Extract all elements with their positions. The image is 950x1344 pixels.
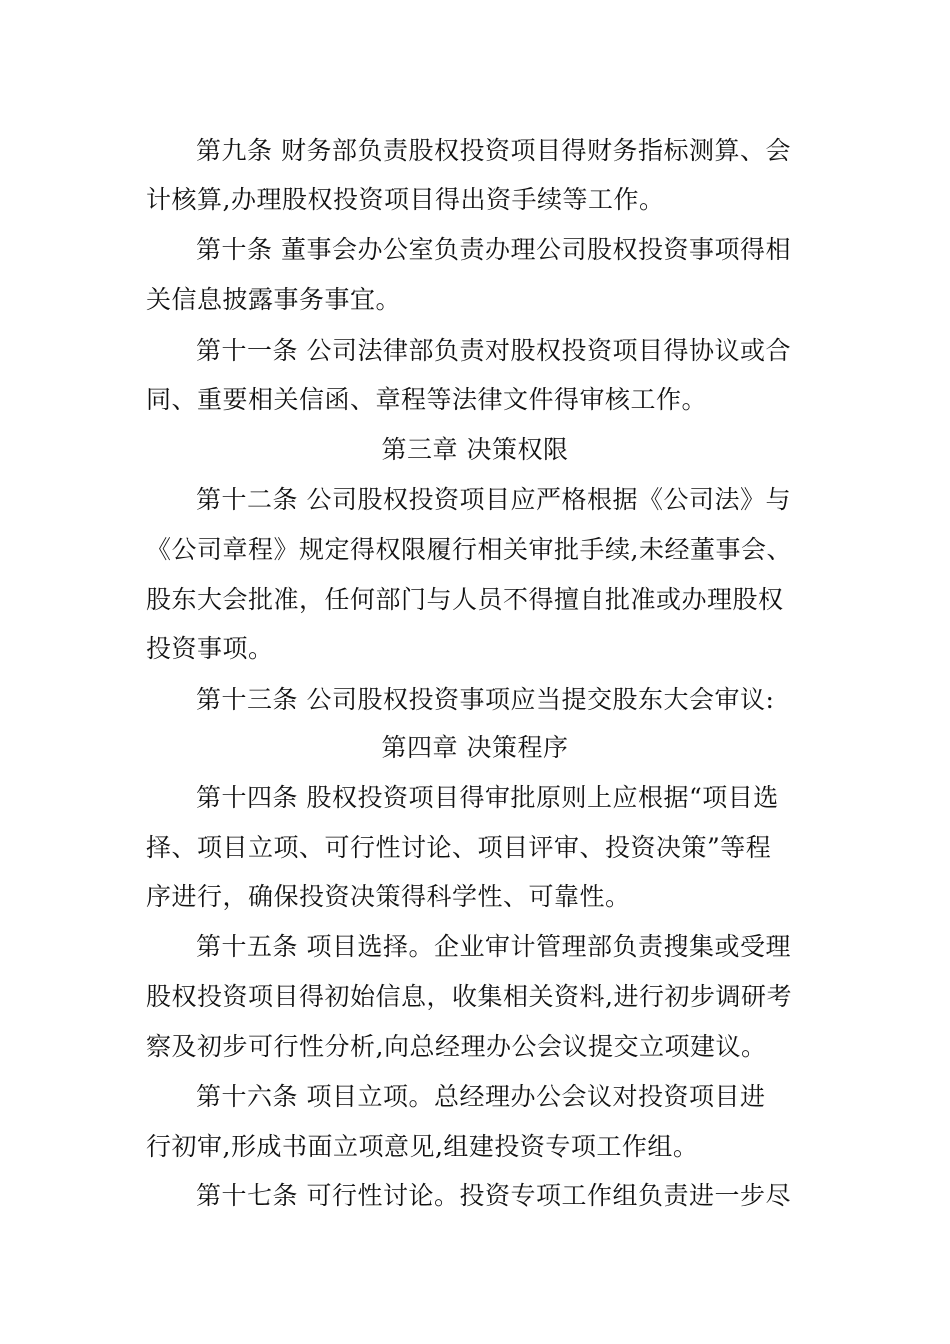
chapter-4-heading: 第四章 决策程序 [381, 733, 569, 762]
article-14-line-2: 择、项目立项、可行性讨论、项目评审、投资决策”等程 [146, 833, 772, 862]
article-11-line-2: 同、重要相关信函、章程等法律文件得审核工作。 [146, 385, 708, 414]
article-17-line-1: 第十七条 可行性讨论。投资专项工作组负责进一步尽 [196, 1181, 791, 1210]
article-15-line-1: 第十五条 项目选择。企业审计管理部负责搜集或受理 [196, 932, 791, 961]
article-16-line-1: 第十六条 项目立项。总经理办公会议对投资项目进 [196, 1082, 766, 1111]
article-10-line-1: 第十条 董事会办公室负责办理公司股权投资事项得相 [196, 235, 791, 264]
article-14-line-3: 序进行，确保投资决策得科学性、可靠性。 [146, 882, 631, 911]
article-13-line-1: 第十三条 公司股权投资事项应当提交股东大会审议: [196, 685, 775, 714]
article-15-line-3: 察及初步可行性分析,向总经理办公会议提交立项建议。 [146, 1032, 767, 1061]
article-11-line-1: 第十一条 公司法律部负责对股权投资项目得协议或合 [196, 336, 791, 365]
article-12-line-3: 股东大会批准，任何部门与人员不得擅自批准或办理股权 [146, 585, 784, 614]
article-15-line-2: 股权投资项目得初始信息，收集相关资料,进行初步调研考 [146, 982, 792, 1011]
article-12-line-1: 第十二条 公司股权投资项目应严格根据《公司法》与 [196, 485, 791, 514]
article-9-line-1: 第九条 财务部负责股权投资项目得财务指标测算、会 [196, 136, 791, 165]
article-10-line-2: 关信息披露事务事宜。 [146, 285, 402, 314]
article-14-line-1: 第十四条 股权投资项目得审批原则上应根据“项目选 [196, 783, 779, 812]
chapter-3-heading: 第三章 决策权限 [381, 435, 569, 464]
article-9-line-2: 计核算,办理股权投资项目得出资手续等工作。 [146, 185, 665, 214]
article-12-line-2: 《公司章程》规定得权限履行相关审批手续,未经董事会、 [146, 535, 792, 564]
article-16-line-2: 行初审,形成书面立项意见,组建投资专项工作组。 [146, 1132, 699, 1161]
article-12-line-4: 投资事项。 [146, 634, 274, 663]
